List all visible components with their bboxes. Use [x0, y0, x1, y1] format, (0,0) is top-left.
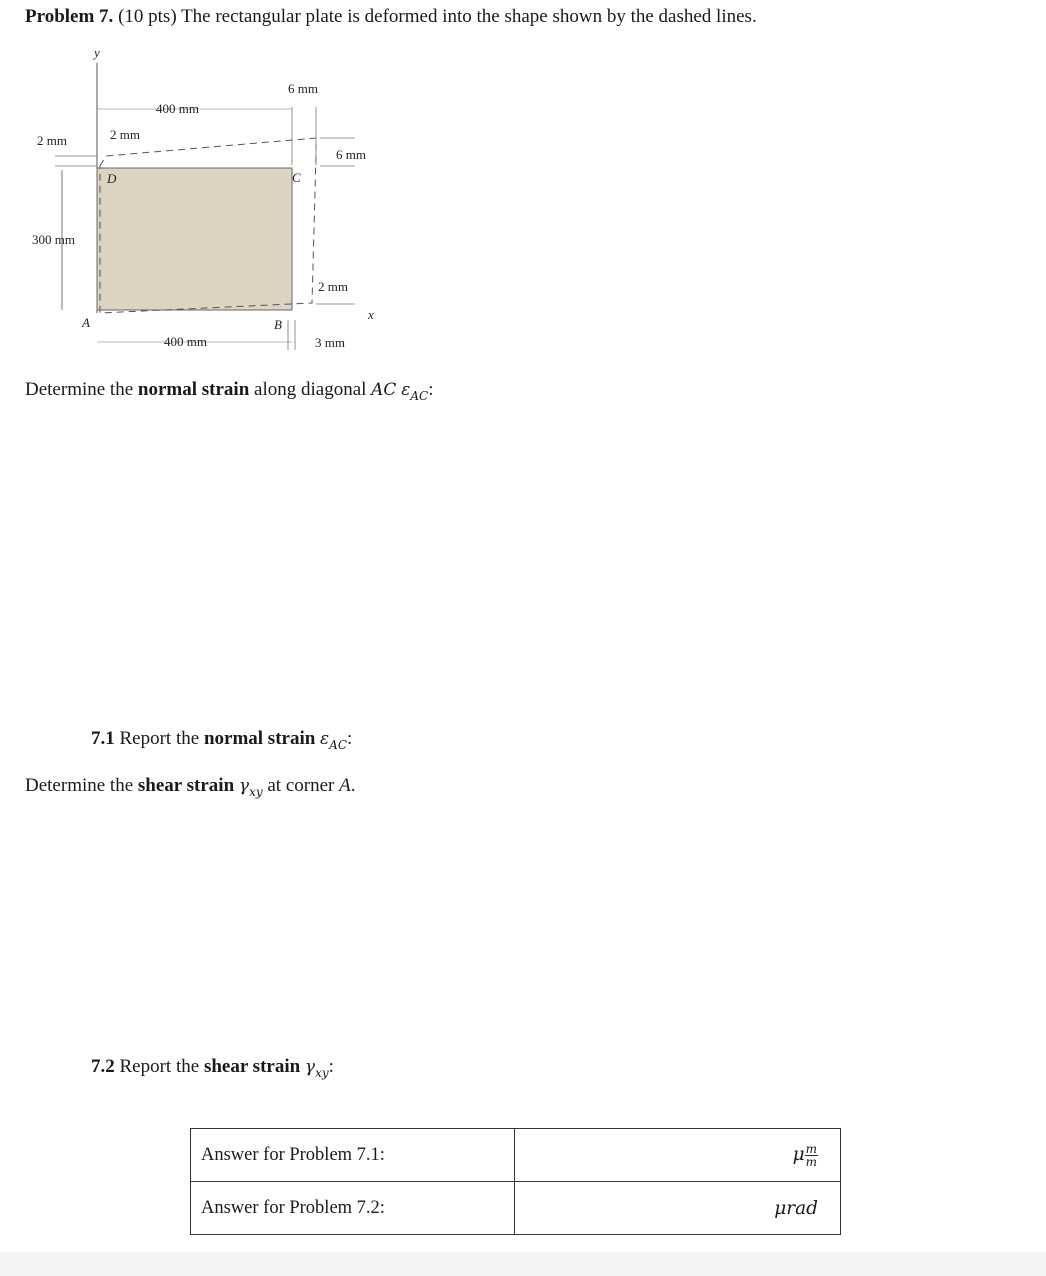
- dim-right-2mm: 2 mm: [318, 279, 348, 294]
- plate-diagram: [20, 45, 400, 365]
- dim-bottom-width: 400 mm: [164, 334, 207, 349]
- report-7-2: [91, 1056, 334, 1080]
- report-7-2-sub: xy: [315, 1065, 329, 1080]
- q1-strain-symbol: ε: [401, 380, 411, 400]
- report-7-2-number: 7.2: [91, 1056, 115, 1077]
- q1-diagonal: AC: [371, 380, 397, 400]
- report-7-1-lead: Report the: [119, 728, 200, 749]
- q2-sub: xy: [249, 784, 263, 799]
- q2-symbol: γ: [238, 776, 250, 796]
- q2-end: .: [350, 775, 356, 796]
- unit-7-1-num: m: [805, 1141, 817, 1156]
- y-axis-label: y: [94, 45, 100, 60]
- answer-cell-7-2[interactable]: [515, 1182, 841, 1235]
- page-bottom-bar: [0, 1252, 1046, 1276]
- dim-top-6mm: 6 mm: [288, 81, 318, 96]
- dim-left-2mm: 2 mm: [37, 133, 67, 148]
- q1-lead: Determine the: [25, 379, 134, 400]
- q1-mid: along diagonal: [254, 379, 367, 400]
- unit-7-1-prefix: μ: [792, 1144, 805, 1165]
- problem-statement: The rectangular plate is deformed into the shape shown by the dashed lines.: [181, 6, 757, 27]
- q2-lead: Determine the: [25, 775, 134, 796]
- dim-bottom-3mm: 3 mm: [315, 335, 345, 350]
- unit-7-1-den: m: [805, 1154, 817, 1169]
- report-7-2-lead: Report the: [119, 1056, 200, 1077]
- answer-table: [190, 1128, 841, 1235]
- undeformed-plate: [97, 168, 292, 310]
- unit-7-1-fraction: [805, 1143, 818, 1168]
- q1-bold: normal strain: [137, 379, 250, 400]
- point-b: B: [274, 317, 282, 332]
- report-7-1-number: 7.1: [91, 728, 115, 749]
- report-7-1-bold: normal strain: [203, 728, 316, 749]
- answer-cell-7-1[interactable]: [515, 1129, 841, 1182]
- report-7-2-symbol: γ: [304, 1057, 316, 1077]
- q2-corner: A: [339, 775, 351, 796]
- deformation-figure: [20, 45, 400, 365]
- point-c: C: [292, 170, 301, 185]
- answer-row-7-2: [191, 1182, 841, 1235]
- problem-points: (10 pts): [118, 6, 177, 27]
- q1-strain-sub: AC: [410, 388, 429, 403]
- q2-mid: at corner: [267, 775, 335, 796]
- problem-title: [25, 6, 757, 28]
- question-7-2: [25, 775, 355, 799]
- report-7-1-sub: AC: [329, 737, 348, 752]
- unit-7-1: [792, 1141, 818, 1169]
- point-a: A: [82, 315, 90, 330]
- report-7-2-end: :: [328, 1056, 334, 1077]
- answer-row-7-1: [191, 1129, 841, 1182]
- dim-top-width: 400 mm: [156, 101, 199, 116]
- report-7-1-end: :: [347, 728, 353, 749]
- unit-7-2: μrad: [774, 1197, 818, 1219]
- answer-label-7-2: Answer for Problem 7.2:: [191, 1182, 515, 1235]
- report-7-1-symbol: ε: [320, 729, 330, 749]
- q2-bold: shear strain: [137, 775, 235, 796]
- q1-end: :: [428, 379, 434, 400]
- report-7-2-bold: shear strain: [203, 1056, 301, 1077]
- dim-right-6mm: 6 mm: [336, 147, 366, 162]
- dim-top-left-2mm: 2 mm: [110, 127, 140, 142]
- report-7-1: [91, 728, 352, 752]
- problem-number: Problem 7.: [25, 6, 114, 27]
- x-axis-label: x: [368, 307, 374, 322]
- dim-height: 300 mm: [32, 232, 75, 247]
- answer-label-7-1: Answer for Problem 7.1:: [191, 1129, 515, 1182]
- question-7-1: [25, 379, 433, 403]
- point-d: D: [107, 171, 117, 186]
